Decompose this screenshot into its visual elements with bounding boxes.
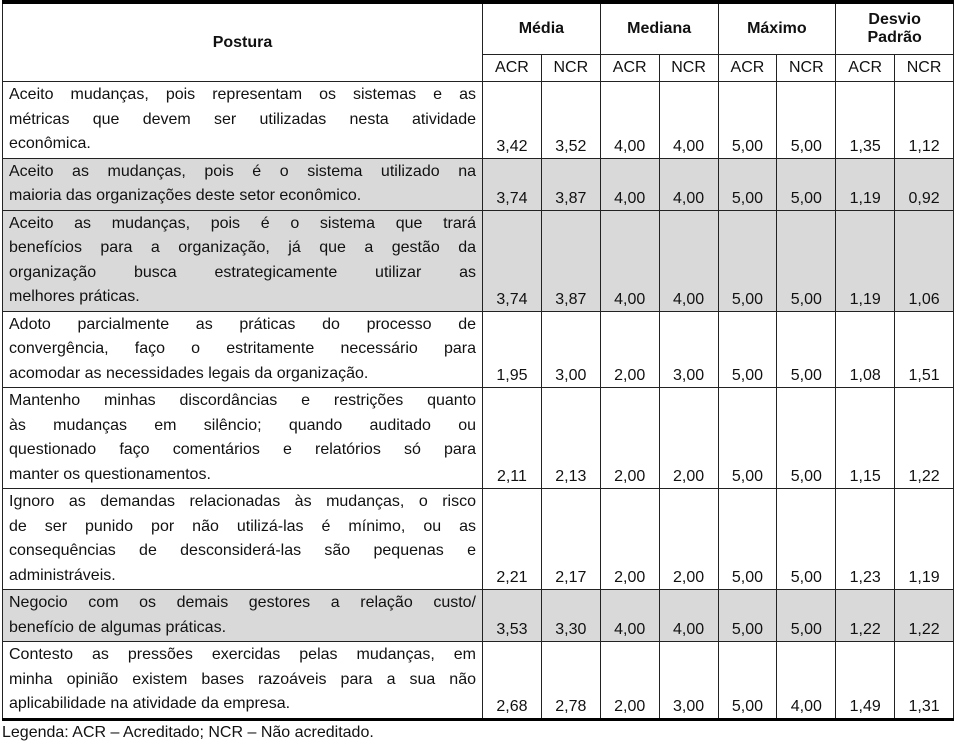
postura-cell: [3, 82, 483, 159]
value-cell: 2,11: [483, 388, 542, 489]
value-cell: 1,22: [895, 590, 954, 642]
table-row: [3, 311, 954, 388]
header-desvio-padrao: Desvio Padrão: [836, 2, 954, 55]
value-cell: 2,00: [659, 489, 718, 590]
postura-text-line: benefício de algumas práticas.: [9, 618, 227, 636]
value-cell: 1,15: [836, 388, 895, 489]
value-cell: 4,00: [600, 210, 659, 311]
subheader-ncr: NCR: [895, 55, 954, 82]
value-cell: 5,00: [777, 489, 836, 590]
table-row: [3, 642, 954, 720]
table-row: [3, 590, 954, 642]
value-cell: 2,00: [600, 311, 659, 388]
value-cell: 0,92: [895, 158, 954, 210]
value-cell: 5,00: [718, 311, 777, 388]
value-cell: 2,00: [659, 388, 718, 489]
value-cell: 5,00: [718, 158, 777, 210]
value-cell: 3,42: [483, 82, 542, 159]
header-media: Média: [483, 2, 601, 55]
value-cell: 4,00: [600, 82, 659, 159]
subheader-ncr: NCR: [659, 55, 718, 82]
table-row: [3, 388, 954, 489]
table-row: [3, 158, 954, 210]
table-legend: Legenda: ACR – Acreditado; NCR – Não acreditado.: [2, 723, 374, 741]
value-cell: 5,00: [777, 388, 836, 489]
value-cell: 1,12: [895, 82, 954, 159]
value-cell: 1,95: [483, 311, 542, 388]
value-cell: 2,68: [483, 642, 542, 720]
postura-cell: [3, 311, 483, 388]
value-cell: 4,00: [659, 82, 718, 159]
postura-cell: [3, 158, 483, 210]
value-cell: 3,87: [541, 210, 600, 311]
value-cell: 3,87: [541, 158, 600, 210]
table-row: [3, 489, 954, 590]
value-cell: 2,17: [541, 489, 600, 590]
postura-text-line: melhores práticas.: [9, 288, 140, 305]
postura-text-line: econômica.: [9, 135, 91, 152]
header-row-groups: [3, 2, 954, 55]
table-row: [3, 82, 954, 159]
value-cell: 4,00: [600, 158, 659, 210]
value-cell: 5,00: [718, 82, 777, 159]
postura-cell: [3, 388, 483, 489]
postura-text-line: métricas que devem ser utilizadas nesta atividade: [9, 110, 476, 128]
value-cell: 3,53: [483, 590, 542, 642]
postura-cell: [3, 590, 483, 642]
postura-table: [2, 0, 954, 721]
postura-text-line: consequências de desconsiderá-las são pequenas e: [9, 542, 476, 559]
table-row: [3, 210, 954, 311]
value-cell: 1,49: [836, 642, 895, 720]
value-cell: 3,52: [541, 82, 600, 159]
subheader-acr: ACR: [483, 55, 542, 82]
value-cell: 5,00: [718, 590, 777, 642]
postura-text-line: benefícios para a organização, já que a gestão da: [9, 239, 476, 256]
subheader-acr: ACR: [600, 55, 659, 82]
value-cell: 5,00: [777, 590, 836, 642]
value-cell: 4,00: [777, 642, 836, 720]
postura-text-line: às mudanças em silêncio; quando auditado ou: [9, 416, 476, 434]
value-cell: 2,00: [600, 489, 659, 590]
postura-cell: [3, 210, 483, 311]
postura-text-line: manter os questionamentos.: [9, 465, 211, 483]
postura-text-line: Mantenho minhas discordâncias e restrições quanto: [9, 392, 476, 409]
postura-text-line: convergência, faço o estritamente necessário para: [9, 340, 476, 357]
value-cell: 1,19: [836, 158, 895, 210]
value-cell: 4,00: [659, 590, 718, 642]
value-cell: 4,00: [659, 210, 718, 311]
value-cell: 5,00: [777, 311, 836, 388]
postura-text-line: maioria das organizações deste setor econômico.: [9, 187, 362, 204]
postura-text-line: Adoto parcialmente as práticas do processo de: [9, 315, 476, 333]
postura-text-line: minha opinião existem bases razoáveis para a sua não: [9, 670, 476, 688]
postura-text-line: aplicabilidade na atividade da empresa.: [9, 695, 291, 712]
value-cell: 5,00: [777, 210, 836, 311]
value-cell: 3,00: [541, 311, 600, 388]
value-cell: 3,00: [659, 642, 718, 720]
value-cell: 2,21: [483, 489, 542, 590]
subheader-ncr: NCR: [541, 55, 600, 82]
value-cell: 5,00: [718, 388, 777, 489]
postura-text-line: questionado faço comentários e relatórios só para: [9, 441, 476, 458]
postura-text-line: Aceito as mudanças, pois é o sistema que trará: [9, 214, 476, 232]
postura-cell: [3, 642, 483, 720]
postura-text-line: Contesto as pressões exercidas pelas mudanças, em: [9, 646, 476, 663]
value-cell: 2,00: [600, 642, 659, 720]
header-maximo: Máximo: [718, 2, 836, 55]
postura-text-line: de ser punido por não utilizá-las é mínimo, ou as: [9, 517, 476, 535]
value-cell: 2,78: [541, 642, 600, 720]
value-cell: 5,00: [718, 210, 777, 311]
value-cell: 5,00: [718, 489, 777, 590]
header-postura: Postura: [3, 2, 483, 82]
postura-text-line: organização busca estrategicamente utilizar as: [9, 263, 476, 281]
value-cell: 3,74: [483, 158, 542, 210]
value-cell: 1,22: [836, 590, 895, 642]
postura-text-line: Aceito as mudanças, pois é o sistema utilizado na: [9, 162, 476, 180]
value-cell: 1,06: [895, 210, 954, 311]
value-cell: 5,00: [718, 642, 777, 720]
value-cell: 3,74: [483, 210, 542, 311]
value-cell: 1,23: [836, 489, 895, 590]
value-cell: 5,00: [777, 82, 836, 159]
postura-cell: [3, 489, 483, 590]
subheader-acr: ACR: [836, 55, 895, 82]
value-cell: 1,22: [895, 388, 954, 489]
value-cell: 1,19: [895, 489, 954, 590]
value-cell: 1,51: [895, 311, 954, 388]
value-cell: 5,00: [777, 158, 836, 210]
value-cell: 3,30: [541, 590, 600, 642]
subheader-ncr: NCR: [777, 55, 836, 82]
value-cell: 3,00: [659, 311, 718, 388]
value-cell: 2,00: [600, 388, 659, 489]
postura-text-line: Aceito mudanças, pois representam os sistemas e as: [9, 86, 476, 103]
value-cell: 1,08: [836, 311, 895, 388]
postura-text-line: Negocio com os demais gestores a relação custo/: [9, 594, 476, 611]
value-cell: 1,35: [836, 82, 895, 159]
value-cell: 1,19: [836, 210, 895, 311]
postura-text-line: acomodar as necessidades legais da organização.: [9, 364, 369, 382]
postura-text-line: administráveis.: [9, 566, 116, 584]
subheader-acr: ACR: [718, 55, 777, 82]
value-cell: 1,31: [895, 642, 954, 720]
header-mediana: Mediana: [600, 2, 718, 55]
table-body: [3, 82, 954, 720]
value-cell: 4,00: [600, 590, 659, 642]
postura-text-line: Ignoro as demandas relacionadas às mudanças, o risco: [9, 493, 476, 510]
value-cell: 4,00: [659, 158, 718, 210]
value-cell: 2,13: [541, 388, 600, 489]
